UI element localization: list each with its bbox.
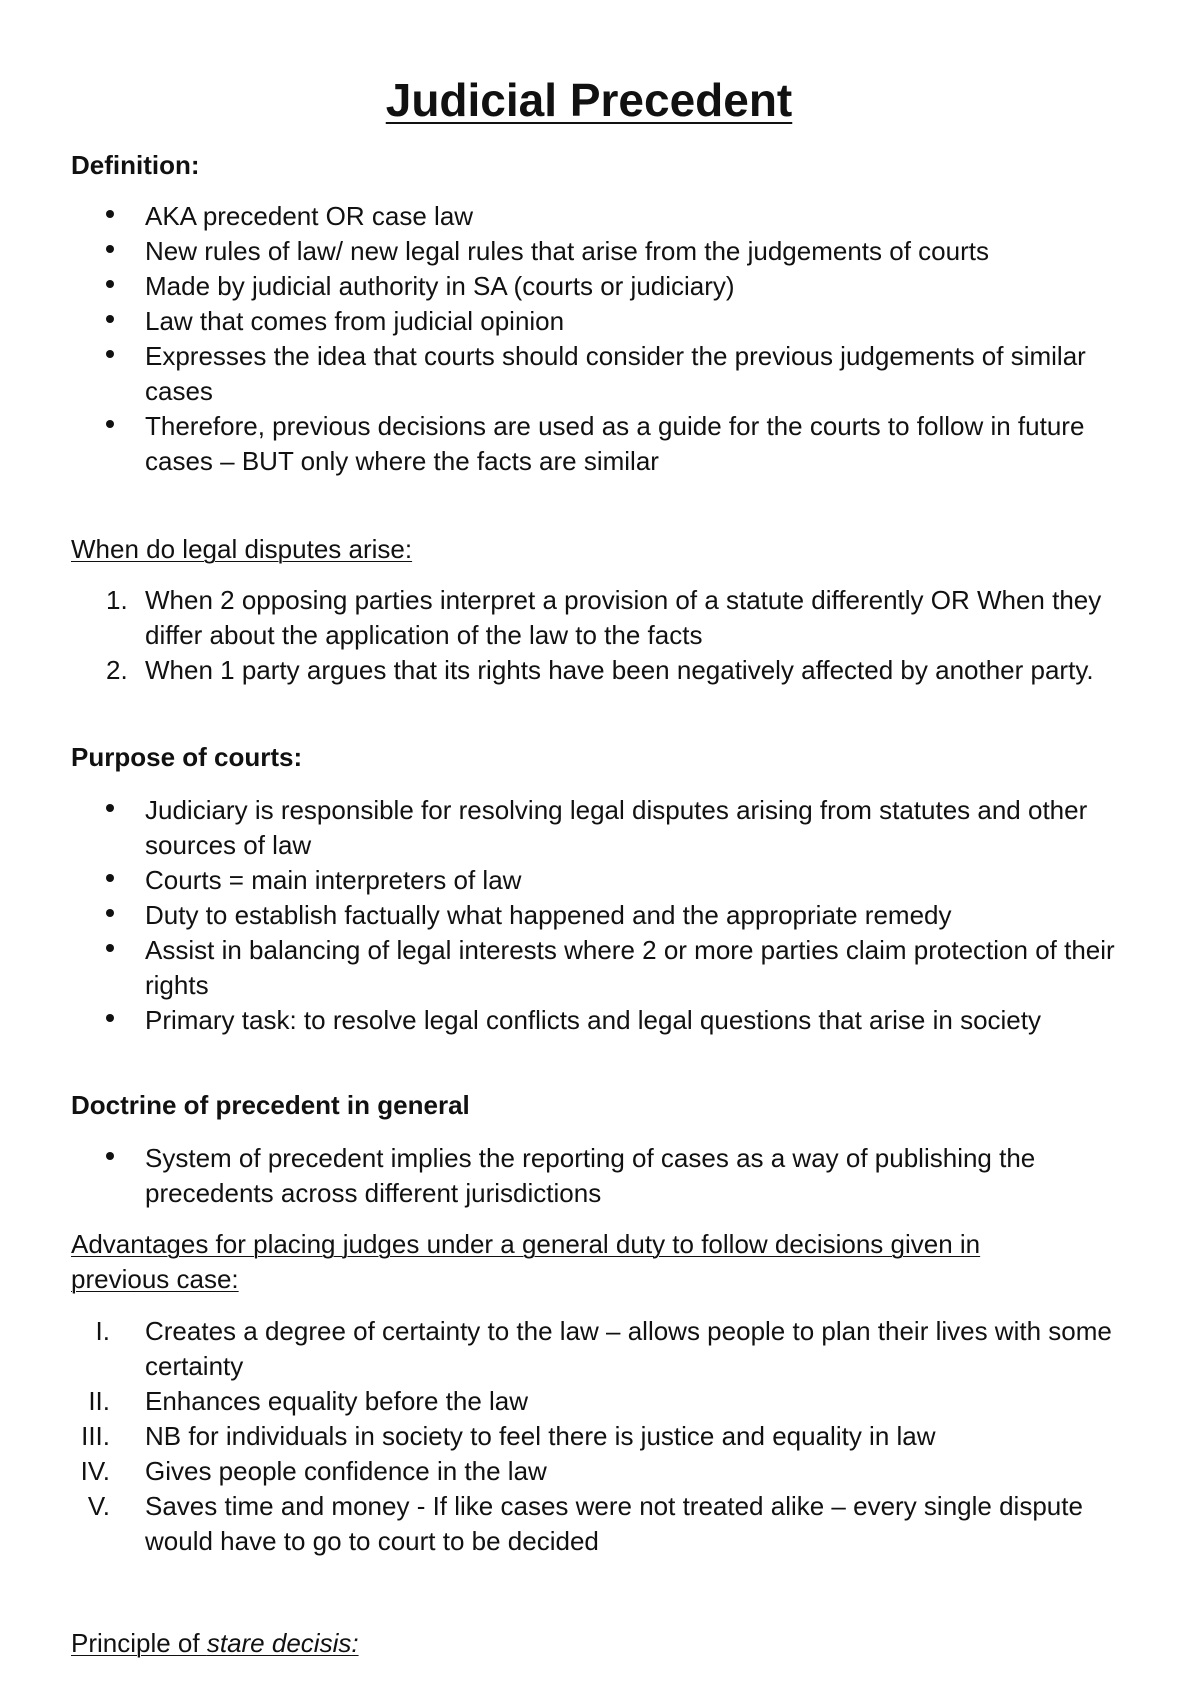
purpose-heading: Purpose of courts: [71, 742, 303, 772]
definition-heading: Definition: [71, 150, 200, 180]
definition-item: Therefore, previous decisions are used as a guide for the courts to follow in future cases – BUT only where the facts are similar [145, 411, 1085, 476]
bullet-icon [106, 804, 118, 816]
page-title: Judicial Precedent [385, 74, 793, 126]
definition-item: Law that comes from judicial opinion [145, 306, 565, 336]
stare-decisis-heading [71, 1626, 1081, 1661]
disputes-item: When 2 opposing parties interpret a provision of a statute differently OR When they differ about the application of the law to the facts [145, 585, 1102, 650]
bullet-icon [106, 909, 118, 921]
definition-item: AKA precedent OR case law [145, 201, 474, 231]
purpose-item: Assist in balancing of legal interests where 2 or more parties claim protection of their rights [145, 935, 1115, 1000]
bullet-icon [106, 280, 118, 292]
list-roman-numeral: III. [81, 1421, 110, 1451]
purpose-item: Primary task: to resolve legal conflicts and legal questions that arise in society [145, 1005, 1041, 1035]
bullet-icon [106, 1014, 118, 1026]
stare-decisis-heading-prefix: Principle of [71, 1628, 207, 1658]
bullet-icon [106, 944, 118, 956]
list-number: 2. [106, 655, 128, 685]
advantages-item: Saves time and money - If like cases were not treated alike – every single dispute would have to go to court to be decided [145, 1491, 1083, 1556]
advantages-item: NB for individuals in society to feel there is justice and equality in law [145, 1421, 936, 1451]
doctrine-item: System of precedent implies the reporting of cases as a way of publishing the precedents across different jurisdictions [145, 1143, 1036, 1208]
advantages-item: Gives people confidence in the law [145, 1456, 547, 1486]
advantages-heading: Advantages for placing judges under a general duty to follow decisions given in previous case: [71, 1229, 981, 1294]
list-roman-numeral: I. [95, 1316, 110, 1346]
list-number: 1. [106, 585, 128, 615]
definition-item: Made by judicial authority in SA (courts or judiciary) [145, 271, 735, 301]
advantages-item: Creates a degree of certainty to the law – allows people to plan their lives with some certainty [145, 1316, 1112, 1381]
purpose-item: Judiciary is responsible for resolving legal disputes arising from statutes and other sources of law [145, 795, 1088, 860]
definition-item: New rules of law/ new legal rules that arise from the judgements of courts [145, 236, 989, 266]
disputes-item: When 1 party argues that its rights have been negatively affected by another party. [145, 655, 1094, 685]
bullet-icon [106, 350, 118, 362]
definition-item: Expresses the idea that courts should consider the previous judgements of similar cases [145, 341, 1086, 406]
bullet-icon [106, 1152, 118, 1164]
bullet-icon [106, 245, 118, 257]
advantages-item: Enhances equality before the law [145, 1386, 529, 1416]
bullet-icon [106, 210, 118, 222]
list-roman-numeral: IV. [80, 1456, 110, 1486]
bullet-icon [106, 874, 118, 886]
list-roman-numeral: II. [88, 1386, 110, 1416]
disputes-heading: When do legal disputes arise: [71, 534, 413, 564]
list-roman-numeral: V. [87, 1491, 110, 1521]
doctrine-heading: Doctrine of precedent in general [71, 1090, 470, 1120]
purpose-item: Courts = main interpreters of law [145, 865, 522, 895]
bullet-icon [106, 315, 118, 327]
bullet-icon [106, 420, 118, 432]
purpose-item: Duty to establish factually what happened and the appropriate remedy [145, 900, 952, 930]
stare-decisis-heading-term: stare decisis: [206, 1628, 359, 1658]
